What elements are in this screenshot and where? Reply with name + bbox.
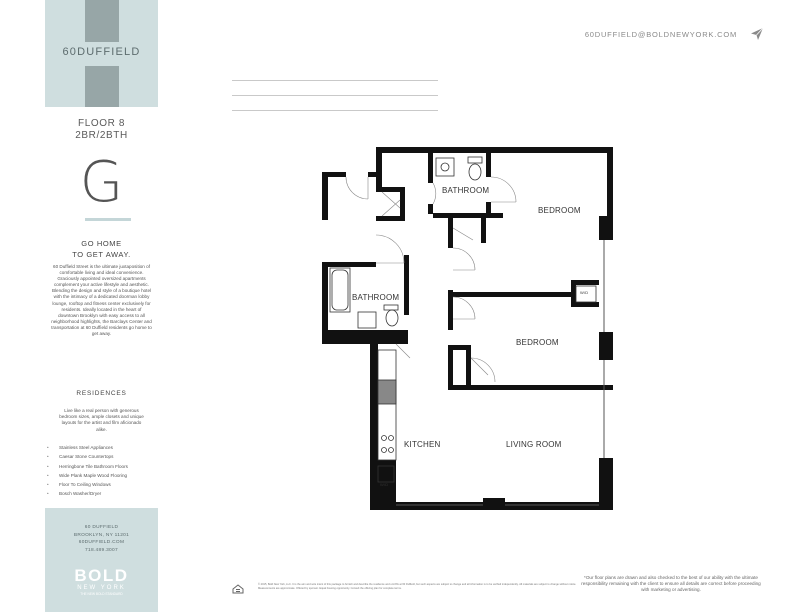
brand-header bbox=[45, 0, 158, 107]
logo-tag: THE NEW BOLD STANDARD bbox=[80, 592, 123, 596]
brand-name: 60DUFFIELD bbox=[62, 46, 141, 58]
legal-fine-print: © 2015, Bold New York, LLC. It is the aim and sole intent of this package to furnish and describe the residence and unit 8G at 60 Duffield, but such aspects are subject to change and all information is to be verified independently. All materials are subject to change without notice. Measurements are approximate. Offered by sponsor. Equal housing opportunity. Consult the offering plan for complete terms. bbox=[258, 583, 577, 590]
floor-label: FLOOR 8 bbox=[78, 118, 125, 129]
list-item: • Caesar Stone Countertops bbox=[45, 452, 128, 461]
tagline bbox=[45, 238, 158, 260]
note-line bbox=[232, 81, 438, 96]
notes-lines bbox=[232, 66, 438, 111]
feature-list bbox=[45, 443, 128, 499]
building-description: 60 Duffield Street is the ultimate juxtaposition of comfortable living and ideal convenience. Graciously appointed oversized apartments complement your active lifestyle and aesthetic. Blending the design and style of a boutique hotel with the intimacy of a dedicated doorman lobby lounge, rooftop and fitness center exclusively for residents. Ideally located in the heart of downtown Brooklyn with easy access to all neighborhood highlights, the Barclays Center and transportation at 60 Duffield residents go home to get away. bbox=[51, 264, 152, 337]
sidebar bbox=[45, 0, 158, 612]
unit-letter: G bbox=[79, 150, 124, 215]
label-bedroom-1: BEDROOM bbox=[538, 206, 581, 215]
contact-city: BROOKLYN, NY 11201 bbox=[73, 532, 130, 538]
contact-website[interactable]: 60DUFFIELD.COM bbox=[78, 540, 125, 546]
logo-word: BOLD bbox=[74, 566, 129, 585]
label-kitchen: KITCHEN bbox=[404, 440, 441, 449]
list-item: • Stainless Steel Appliances bbox=[45, 443, 128, 452]
label-bathroom-2: BATHROOM bbox=[352, 293, 400, 302]
contact-phone[interactable]: 718.489.3007 bbox=[85, 547, 118, 553]
unit-info bbox=[45, 118, 158, 142]
tagline-line-1: GO HOME bbox=[81, 239, 122, 248]
floor-plan-drawing bbox=[318, 140, 623, 520]
label-living-room: LIVING ROOM bbox=[506, 440, 562, 449]
list-item: • Floor To Ceiling Windows bbox=[45, 480, 128, 489]
residences-heading: RESIDENCES bbox=[76, 390, 127, 397]
send-icon[interactable] bbox=[750, 27, 764, 41]
unit-type: 2BR/2BTH bbox=[75, 130, 128, 141]
equal-housing-icon bbox=[232, 584, 244, 594]
label-wd-kitchen: W/D bbox=[380, 482, 389, 487]
label-bathroom-1: BATHROOM bbox=[442, 186, 490, 195]
bold-logo bbox=[45, 568, 158, 597]
contact-info bbox=[45, 524, 158, 554]
label-wd-bedroom: W/D bbox=[580, 290, 589, 295]
contact-email[interactable]: 60DUFFIELD@BOLDNEWYORK.COM bbox=[584, 30, 737, 39]
list-item: • Bosch Washer/Dryer bbox=[45, 489, 128, 498]
residences-description: Live like a real person with generous bedroom sizes, ample closets and unique layouts for the artist and film aficionado alike. bbox=[59, 408, 144, 432]
contact-block bbox=[45, 508, 158, 612]
list-item: • Herringbone Tile Bathroom Floors bbox=[45, 462, 128, 471]
note-line bbox=[232, 96, 438, 111]
label-bedroom-2: BEDROOM bbox=[516, 338, 559, 347]
brand-swatch-bottom bbox=[85, 66, 119, 107]
logo-sub: NEW YORK bbox=[77, 585, 126, 591]
floor-plan bbox=[318, 140, 623, 520]
note-line bbox=[232, 66, 438, 81]
disclaimer: *Our floor plans are drawn and also checked to the best of our ability with the ultimate responsibility remaining with the client to ensure all details are correct before proceeding with marketing or advertising. bbox=[581, 575, 761, 593]
brand-swatch-top bbox=[85, 0, 119, 42]
contact-address: 60 DUFFIELD bbox=[84, 525, 119, 530]
tagline-line-2: TO GET AWAY. bbox=[72, 250, 131, 259]
divider bbox=[85, 218, 131, 221]
list-item: • Wide Plank Maple Wood Flooring bbox=[45, 471, 128, 480]
